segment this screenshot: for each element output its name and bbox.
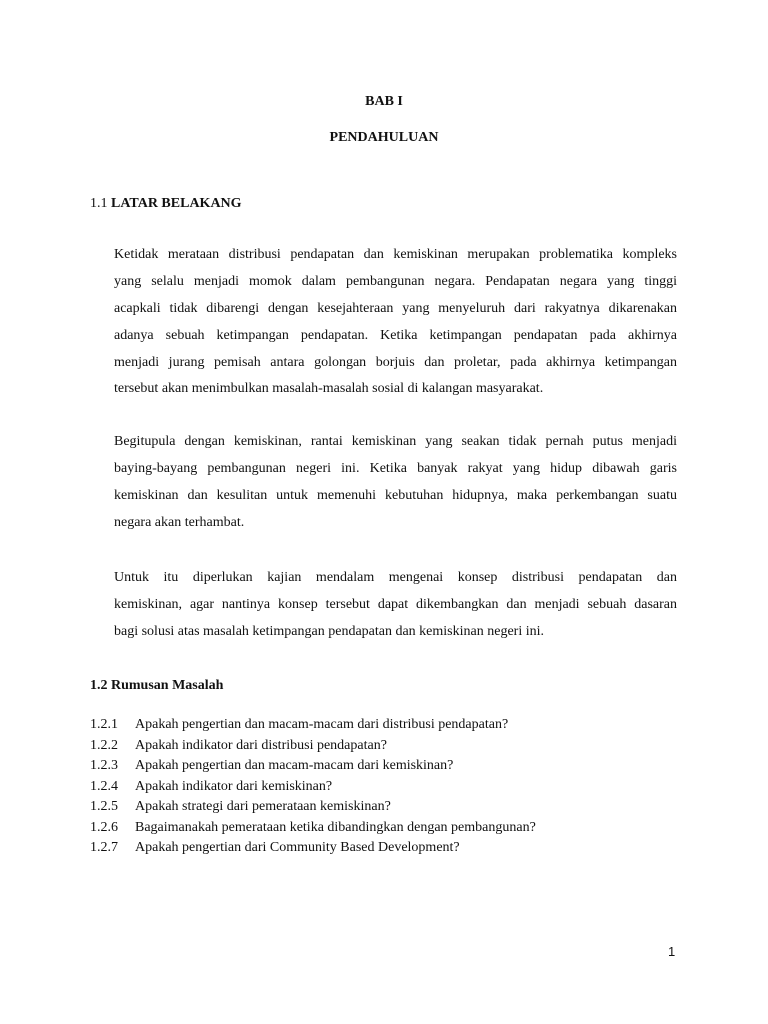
list-item	[90, 715, 536, 736]
paragraph	[114, 429, 677, 537]
list-item	[90, 777, 536, 798]
chapter-number: BAB I	[365, 94, 403, 109]
paragraph-line: kemiskinan dan kesulitan untuk memenuhi kebutuhan hidupnya, maka perkembangan suatu	[114, 487, 677, 503]
list-item	[90, 756, 536, 777]
paragraph-line: negara akan terhambat.	[114, 514, 245, 530]
page-number: 1	[668, 944, 676, 959]
list-item	[90, 797, 536, 818]
item-number: 1.2.2	[90, 737, 118, 753]
list-item	[90, 736, 536, 757]
section-heading-latar-belakang	[90, 196, 242, 212]
paragraph-line: Begitupula dengan kemiskinan, rantai kemiskinan yang seakan tidak pernah putus menjadi	[114, 434, 677, 449]
item-text: Apakah pengertian dan macam-macam dari kemiskinan?	[135, 758, 454, 773]
paragraph-line: kemiskinan, agar nantinya konsep tersebut dapat dikembangkan dan menjadi sebuah dasaran	[114, 596, 677, 612]
item-text: Apakah pengertian dari Community Based Development?	[135, 840, 460, 855]
item-number: 1.2.4	[90, 778, 118, 794]
item-number: 1.2.5	[90, 799, 118, 814]
chapter-title: PENDAHULUAN	[329, 130, 439, 145]
question-list	[90, 715, 536, 859]
section-title: 1.2 Rumusan Masalah	[90, 678, 224, 693]
section-number: 1.1	[90, 196, 108, 211]
list-item	[90, 818, 536, 839]
item-text: Apakah indikator dari distribusi pendapatan?	[135, 737, 387, 753]
paragraph-line: Ketidak merataan distribusi pendapatan dan kemiskinan merupakan problematika kompleks	[114, 247, 677, 262]
paragraph	[114, 565, 677, 646]
item-text: Apakah indikator dari kemiskinan?	[135, 778, 333, 794]
paragraph-line: Untuk itu diperlukan kajian mendalam mengenai konsep distribusi pendapatan dan	[114, 570, 677, 585]
item-text: Bagaimanakah pemerataan ketika dibandingkan dengan pembangunan?	[135, 819, 536, 835]
list-item	[90, 838, 536, 859]
paragraph-line: baying-bayang pembangunan negeri ini. Ketika banyak rakyat yang hidup dibawah garis	[114, 460, 677, 476]
paragraph-line: yang selalu menjadi momok dalam pembangunan negara. Pendapatan negara yang tinggi	[114, 273, 677, 289]
item-text: Apakah strategi dari pemerataan kemiskinan?	[135, 799, 391, 814]
paragraph-line: menjadi jurang pemisah antara golongan borjuis dan proletar, pada akhirnya ketimpangan	[114, 354, 677, 370]
item-text: Apakah pengertian dan macam-macam dari distribusi pendapatan?	[135, 717, 509, 732]
item-number: 1.2.1	[90, 717, 118, 732]
section-heading-rumusan-masalah	[90, 678, 223, 694]
item-number: 1.2.7	[90, 840, 118, 855]
paragraph-line: bagi solusi atas masalah ketimpangan pendapatan dan kemiskinan negeri ini.	[114, 623, 544, 639]
item-number: 1.2.6	[90, 819, 118, 835]
paragraph-line: adanya sebuah ketimpangan pendapatan. Ketika ketimpangan pendapatan pada akhirnya	[114, 327, 677, 343]
paragraph-line: acapkali tidak dibarengi dengan kesejahteraan yang menyeluruh dari rakyatnya dikarenakan	[114, 300, 677, 316]
section-title: LATAR BELAKANG	[111, 196, 242, 211]
paragraph-line: tersebut akan menimbulkan masalah-masalah sosial di kalangan masyarakat.	[114, 381, 544, 397]
item-number: 1.2.3	[90, 758, 118, 773]
paragraph	[114, 242, 677, 403]
